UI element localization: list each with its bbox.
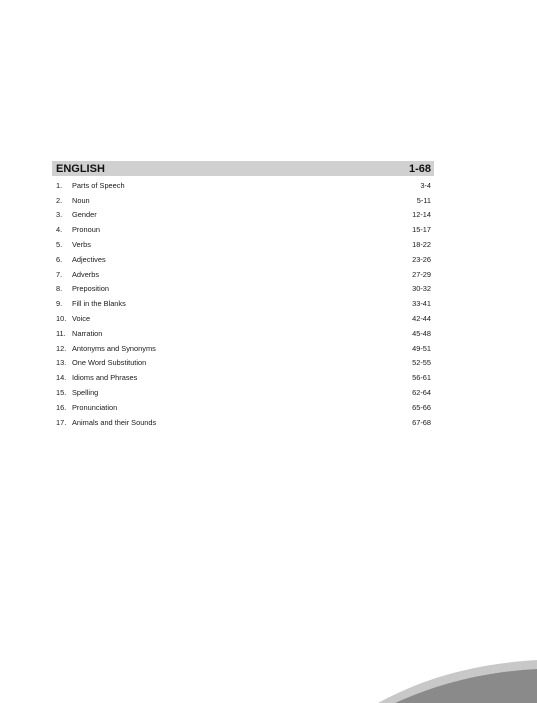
toc-entry-number: 6. — [56, 254, 63, 264]
corner-band-dark — [395, 669, 537, 703]
toc-entry-number: 10. — [56, 314, 67, 324]
toc-entry-number: 17. — [56, 417, 67, 427]
toc-entry — [52, 385, 434, 400]
toc-entry-pages: 42-44 — [412, 314, 431, 324]
toc-entry-title: Fill in the Blanks — [72, 299, 126, 309]
toc-entry-pages: 52-55 — [412, 358, 431, 368]
toc-entry-pages: 12-14 — [412, 210, 431, 220]
toc-entry-title: Pronoun — [72, 225, 100, 235]
toc-entry-title: Animals and their Sounds — [72, 417, 157, 427]
section-pages: 1-68 — [408, 162, 431, 175]
toc-entry-number: 5. — [56, 240, 63, 250]
toc-entry-pages: 3-4 — [420, 180, 431, 190]
toc-entry-title: Noun — [72, 195, 90, 205]
toc-entry-title: Spelling — [72, 388, 99, 398]
toc-entry — [52, 326, 434, 341]
toc-entry-number: 16. — [56, 402, 67, 412]
toc-entry — [52, 208, 434, 223]
toc-entry-number: 3. — [56, 210, 63, 220]
toc-entry-number: 14. — [56, 373, 67, 383]
toc-entry — [52, 178, 434, 193]
toc-entry-number: 9. — [56, 299, 63, 309]
toc-entry-pages: 15-17 — [412, 225, 431, 235]
toc-entry-pages: 49-51 — [412, 343, 431, 353]
toc-entry — [52, 311, 434, 326]
toc-entry-title: Antonyms and Synonyms — [72, 343, 156, 353]
toc-entry-number: 8. — [56, 284, 63, 294]
toc-entry — [52, 222, 434, 237]
section-title: ENGLISH — [56, 162, 105, 175]
toc-entry-number: 1. — [56, 180, 63, 190]
toc-entry-number: 4. — [56, 225, 63, 235]
toc-entry-pages: 67-68 — [412, 417, 431, 427]
toc-entry — [52, 237, 434, 252]
corner-band-light — [378, 660, 537, 703]
toc-entry-pages: 30-32 — [412, 284, 431, 294]
toc-entry-title: Parts of Speech — [72, 180, 125, 190]
toc-entry-title: Verbs — [72, 240, 91, 250]
toc-entry-title: One Word Substitution — [72, 358, 147, 368]
table-of-contents — [52, 161, 434, 430]
toc-list — [52, 178, 434, 430]
toc-entry-title: Idioms and Phrases — [72, 373, 138, 383]
toc-entry-number: 12. — [56, 343, 67, 353]
toc-entry — [52, 415, 434, 430]
toc-entry-number: 15. — [56, 388, 67, 398]
toc-entry-number: 11. — [56, 328, 66, 338]
toc-entry-number: 7. — [56, 269, 63, 279]
toc-entry — [52, 296, 434, 311]
toc-entry — [52, 400, 434, 415]
toc-entry — [52, 193, 434, 208]
toc-entry-pages: 23-26 — [412, 254, 431, 264]
toc-entry-number: 13. — [56, 358, 67, 368]
toc-entry-title: Pronunciation — [72, 402, 118, 412]
section-header — [52, 161, 434, 176]
toc-entry-pages: 45-48 — [412, 328, 431, 338]
toc-entry-pages: 62-64 — [412, 388, 431, 398]
toc-entry-number: 2. — [56, 195, 63, 205]
toc-entry-pages: 18-22 — [412, 240, 431, 250]
toc-entry-title: Voice — [72, 314, 91, 324]
toc-entry-pages: 56-61 — [412, 373, 431, 383]
toc-entry — [52, 282, 434, 297]
toc-entry — [52, 252, 434, 267]
toc-entry-pages: 27-29 — [412, 269, 431, 279]
toc-entry-title: Adjectives — [72, 254, 106, 264]
toc-entry — [52, 267, 434, 282]
toc-entry-pages: 33-41 — [412, 299, 431, 309]
toc-entry-title: Gender — [72, 210, 97, 220]
toc-entry-pages: 5-11 — [416, 195, 431, 205]
toc-entry — [52, 341, 434, 356]
toc-entry-title: Adverbs — [72, 269, 100, 279]
toc-entry — [52, 356, 434, 371]
toc-entry-pages: 65-66 — [412, 402, 431, 412]
toc-entry — [52, 370, 434, 385]
toc-entry-title: Preposition — [72, 284, 109, 294]
toc-entry-title: Narration — [72, 328, 103, 338]
